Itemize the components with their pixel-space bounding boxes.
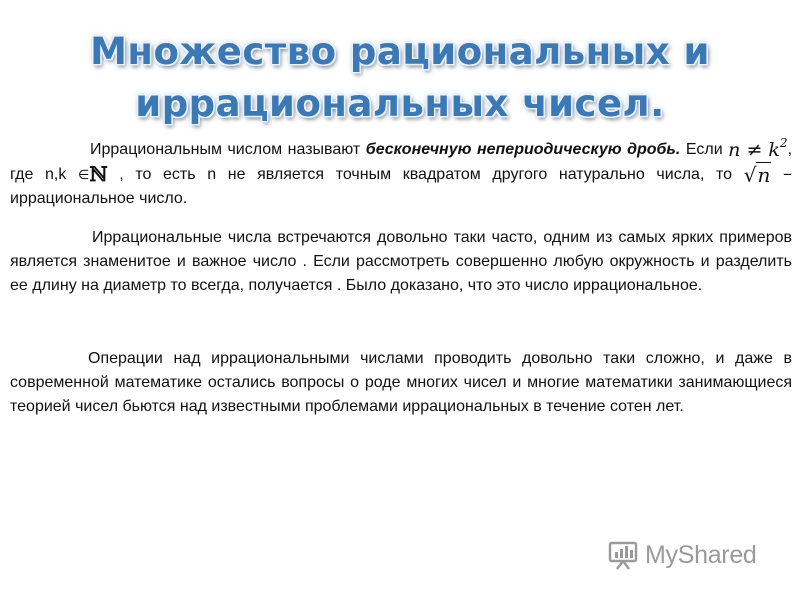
operations-text: Операции над иррациональными числами проводить довольно таки сложно, и даже в современной математике остались вопросы о роде многих чисел и многие математики занимающиеся теорией чисел бьются над известными проблемами иррациональных в течение сотен лет. [10,350,792,415]
naturals-symbol: ℕ [89,162,108,186]
sqrt-symbol: √ [743,163,757,187]
title-line-1: Множество рациональных и [90,30,710,73]
definition-middle: , то есть n не является точным квадратом другого натурально числа, то [107,166,744,183]
dash: – [783,163,792,184]
sqrt-argument: n [757,163,771,187]
paragraph-irrational-definition [10,131,792,211]
sqrt-n-formula [744,163,772,187]
presentation-board-icon [607,539,639,571]
formula-exponent: 2 [779,136,788,150]
condition-if: Если [680,141,729,158]
element-of-symbol: ∈ [77,167,90,182]
definition-emphasis: бесконечную непериодическую дробь. [365,141,681,158]
title-line-2: иррациональных чисел. [135,82,665,125]
definition-intro: Иррациональным числом называют [90,141,366,158]
condition-where: , где n,k [10,141,793,183]
definition-end: иррациональное число. [10,190,188,207]
paragraph-operations [10,347,792,419]
formula-n-not-equal-k-squared [728,131,787,162]
myshared-watermark [607,537,767,573]
formula-condition: n ≠ k [728,139,780,161]
page-title [0,26,800,130]
watermark-text: MyShared [645,540,757,569]
paragraph-pi-example [10,226,792,298]
pi-example-text: Иррациональные числа встречаются довольно таки часто, одним из самых ярких примеров является знаменитое и важное число . Если рассмотреть совершенно любую окружность и разделить ее длину на диаметр то всегда, получается . Было доказано, что это число иррациональное. [10,229,792,294]
